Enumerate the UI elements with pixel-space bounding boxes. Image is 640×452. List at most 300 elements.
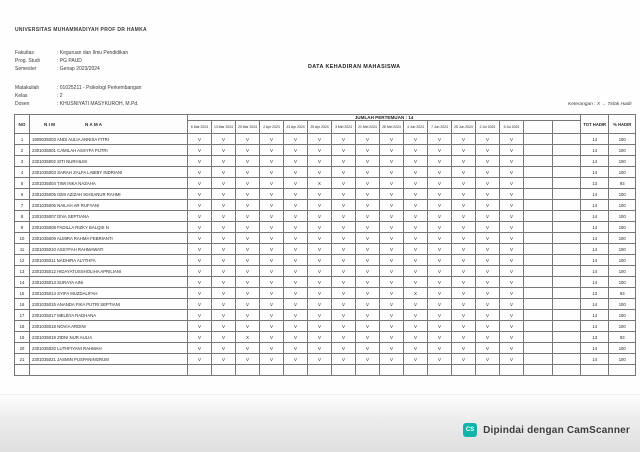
attendance-mark-5: V: [284, 200, 308, 211]
spare-cell: [524, 222, 553, 233]
attendance-mark-9: V: [380, 200, 404, 211]
row-number: 16: [15, 299, 30, 310]
row-number: 18: [15, 321, 30, 332]
attendance-mark-11: V: [428, 354, 452, 365]
date-col-5: 23 Apr 2024: [284, 121, 308, 134]
col-header-meetings: JUMLAH PERTEMUAN : 14: [188, 115, 581, 121]
date-col-8: 21 Mei 2024: [356, 121, 380, 134]
attendance-mark-3: V: [236, 167, 260, 178]
attendance-mark-7: V: [332, 156, 356, 167]
attendance-mark-8: V: [356, 277, 380, 288]
row-number: 8: [15, 211, 30, 222]
spare-cell: [524, 354, 553, 365]
attendance-mark-6: V: [308, 233, 332, 244]
spare-cell: [553, 156, 581, 167]
empty-cell: [15, 365, 30, 376]
attendance-mark-5: V: [284, 233, 308, 244]
total-present: 14: [581, 343, 609, 354]
attendance-mark-12: V: [452, 211, 476, 222]
attendance-mark-11: V: [428, 167, 452, 178]
attendance-mark-8: V: [356, 167, 380, 178]
empty-cell: [581, 365, 609, 376]
class-row: [15, 92, 141, 100]
attendance-mark-14: V: [500, 299, 524, 310]
percent-present: 100: [609, 222, 636, 233]
attendance-mark-2: V: [212, 178, 236, 189]
attendance-mark-2: V: [212, 321, 236, 332]
attendance-mark-12: V: [452, 189, 476, 200]
attendance-mark-10: V: [404, 134, 428, 145]
attendance-mark-13: V: [476, 222, 500, 233]
attendance-mark-3: X: [236, 332, 260, 343]
semester-row: [15, 65, 128, 73]
attendance-mark-13: V: [476, 299, 500, 310]
attendance-mark-10: V: [404, 255, 428, 266]
attendance-mark-7: V: [332, 167, 356, 178]
attendance-mark-5: V: [284, 255, 308, 266]
empty-cell: [428, 365, 452, 376]
empty-cell: [500, 365, 524, 376]
spare-cell: [524, 266, 553, 277]
attendance-mark-4: V: [260, 354, 284, 365]
attendance-mark-6: V: [308, 189, 332, 200]
attendance-mark-12: V: [452, 277, 476, 288]
attendance-mark-12: V: [452, 343, 476, 354]
class-value: : 2: [57, 93, 63, 99]
total-present: 14: [581, 200, 609, 211]
attendance-mark-14: V: [500, 266, 524, 277]
attendance-mark-7: V: [332, 343, 356, 354]
attendance-mark-8: V: [356, 310, 380, 321]
date-col-9: 28 Mei 2024: [380, 121, 404, 134]
attendance-mark-6: V: [308, 310, 332, 321]
attendance-mark-5: V: [284, 145, 308, 156]
student-nim-name: 2301035012 HIDAYATUSSHOLIHA APRILIANI: [30, 266, 188, 277]
col-header-no: NO: [15, 115, 30, 134]
attendance-mark-5: V: [284, 211, 308, 222]
attendance-mark-1: V: [188, 222, 212, 233]
attendance-mark-4: V: [260, 299, 284, 310]
attendance-mark-7: V: [332, 211, 356, 222]
attendance-mark-5: V: [284, 343, 308, 354]
attendance-mark-13: V: [476, 277, 500, 288]
attendance-mark-14: V: [500, 134, 524, 145]
student-row-4: [15, 167, 636, 178]
attendance-mark-9: V: [380, 145, 404, 156]
attendance-mark-12: V: [452, 255, 476, 266]
attendance-mark-11: V: [428, 266, 452, 277]
attendance-mark-7: V: [332, 277, 356, 288]
spare-cell: [524, 332, 553, 343]
attendance-mark-1: V: [188, 233, 212, 244]
attendance-mark-8: V: [356, 145, 380, 156]
student-row-18: [15, 321, 636, 332]
attendance-mark-13: V: [476, 354, 500, 365]
attendance-mark-4: V: [260, 244, 284, 255]
attendance-mark-11: V: [428, 211, 452, 222]
student-row-3: [15, 156, 636, 167]
attendance-mark-3: V: [236, 200, 260, 211]
col-header-total: TOT HADIR: [581, 115, 609, 134]
spare-cell: [524, 288, 553, 299]
total-present: 14: [581, 244, 609, 255]
percent-present: 100: [609, 266, 636, 277]
attendance-mark-12: V: [452, 288, 476, 299]
attendance-mark-9: V: [380, 288, 404, 299]
student-row-12: [15, 255, 636, 266]
attendance-mark-14: V: [500, 156, 524, 167]
attendance-mark-8: V: [356, 266, 380, 277]
attendance-mark-5: V: [284, 244, 308, 255]
empty-cell: [308, 365, 332, 376]
empty-cell: [284, 365, 308, 376]
attendance-mark-6: V: [308, 354, 332, 365]
attendance-mark-10: V: [404, 233, 428, 244]
attendance-mark-7: V: [332, 189, 356, 200]
percent-present: 100: [609, 299, 636, 310]
attendance-mark-3: V: [236, 211, 260, 222]
attendance-mark-10: V: [404, 178, 428, 189]
attendance-mark-2: V: [212, 189, 236, 200]
attendance-mark-4: V: [260, 321, 284, 332]
attendance-mark-4: V: [260, 189, 284, 200]
attendance-mark-11: V: [428, 189, 452, 200]
attendance-mark-6: V: [308, 343, 332, 354]
attendance-mark-1: V: [188, 332, 212, 343]
attendance-mark-6: V: [308, 200, 332, 211]
student-row-5: [15, 178, 636, 189]
attendance-mark-10: V: [404, 222, 428, 233]
attendance-mark-10: V: [404, 156, 428, 167]
faculty-info-block: [15, 49, 128, 73]
attendance-mark-3: V: [236, 288, 260, 299]
attendance-mark-8: V: [356, 299, 380, 310]
attendance-mark-11: V: [428, 255, 452, 266]
spare-cell: [553, 233, 581, 244]
attendance-mark-8: V: [356, 332, 380, 343]
col-header-nama: N A M A: [84, 121, 103, 127]
attendance-mark-13: V: [476, 134, 500, 145]
legend-note: Keterangan : X → Tidak Hadir: [568, 102, 632, 107]
row-number: 5: [15, 178, 30, 189]
percent-present: 100: [609, 200, 636, 211]
student-row-11: [15, 244, 636, 255]
attendance-mark-14: V: [500, 288, 524, 299]
attendance-mark-9: V: [380, 266, 404, 277]
attendance-mark-13: V: [476, 310, 500, 321]
row-number: 12: [15, 255, 30, 266]
percent-present: 100: [609, 343, 636, 354]
attendance-mark-5: V: [284, 134, 308, 145]
attendance-mark-10: V: [404, 167, 428, 178]
attendance-mark-7: V: [332, 222, 356, 233]
total-present: 14: [581, 134, 609, 145]
attendance-mark-7: V: [332, 178, 356, 189]
total-present: 14: [581, 145, 609, 156]
attendance-mark-1: V: [188, 189, 212, 200]
attendance-mark-14: V: [500, 343, 524, 354]
empty-cell: [236, 365, 260, 376]
attendance-mark-14: V: [500, 321, 524, 332]
spare-cell: [553, 332, 581, 343]
attendance-mark-13: V: [476, 178, 500, 189]
attendance-mark-9: V: [380, 310, 404, 321]
attendance-mark-1: V: [188, 211, 212, 222]
empty-cell: [553, 365, 581, 376]
attendance-mark-3: V: [236, 145, 260, 156]
spare-cell: [553, 266, 581, 277]
attendance-mark-11: V: [428, 332, 452, 343]
attendance-mark-4: V: [260, 277, 284, 288]
attendance-mark-13: V: [476, 189, 500, 200]
percent-present: 100: [609, 233, 636, 244]
percent-present: 93: [609, 288, 636, 299]
row-number: 19: [15, 332, 30, 343]
attendance-mark-2: V: [212, 332, 236, 343]
percent-present: 100: [609, 189, 636, 200]
row-number: 14: [15, 277, 30, 288]
faculty-row: [15, 49, 128, 57]
spare-cell: [553, 211, 581, 222]
attendance-mark-11: V: [428, 321, 452, 332]
row-number: 15: [15, 288, 30, 299]
attendance-mark-1: V: [188, 244, 212, 255]
attendance-mark-12: V: [452, 321, 476, 332]
student-row-21: [15, 354, 636, 365]
attendance-mark-10: V: [404, 310, 428, 321]
attendance-mark-11: V: [428, 299, 452, 310]
total-present: 14: [581, 222, 609, 233]
attendance-mark-9: V: [380, 222, 404, 233]
student-row-1: [15, 134, 636, 145]
attendance-mark-2: V: [212, 288, 236, 299]
attendance-mark-11: V: [428, 244, 452, 255]
col-header-percent: % HADIR: [609, 115, 636, 134]
student-nim-name: 2301035014 SYIFA MUZDALIFAH: [30, 288, 188, 299]
attendance-mark-12: V: [452, 299, 476, 310]
attendance-mark-6: V: [308, 145, 332, 156]
attendance-mark-8: V: [356, 200, 380, 211]
attendance-mark-14: V: [500, 244, 524, 255]
date-col-1: 6 Mar 2024: [188, 121, 212, 134]
spare-col-header: [553, 121, 581, 134]
course-info-block: [15, 84, 141, 108]
attendance-mark-12: V: [452, 167, 476, 178]
attendance-mark-2: V: [212, 167, 236, 178]
attendance-mark-6: V: [308, 167, 332, 178]
attendance-mark-14: V: [500, 310, 524, 321]
attendance-mark-14: V: [500, 200, 524, 211]
attendance-mark-2: V: [212, 255, 236, 266]
student-row-14: [15, 277, 636, 288]
total-present: 13: [581, 178, 609, 189]
spare-col-header: [524, 121, 553, 134]
attendance-mark-1: V: [188, 299, 212, 310]
attendance-mark-2: V: [212, 211, 236, 222]
empty-cell: [452, 365, 476, 376]
attendance-mark-9: V: [380, 134, 404, 145]
attendance-mark-4: V: [260, 211, 284, 222]
attendance-mark-3: V: [236, 299, 260, 310]
attendance-mark-2: V: [212, 156, 236, 167]
attendance-mark-11: V: [428, 277, 452, 288]
date-col-7: 3 Mei 2024: [332, 121, 356, 134]
spare-cell: [524, 167, 553, 178]
attendance-mark-11: V: [428, 310, 452, 321]
attendance-mark-4: V: [260, 310, 284, 321]
spare-cell: [524, 233, 553, 244]
attendance-mark-13: V: [476, 255, 500, 266]
spare-cell: [524, 134, 553, 145]
row-number: 2: [15, 145, 30, 156]
attendance-mark-1: V: [188, 156, 212, 167]
attendance-mark-2: V: [212, 244, 236, 255]
attendance-mark-8: V: [356, 211, 380, 222]
faculty-value: : Keguruan dan Ilmu Pendidikan: [57, 50, 129, 56]
attendance-mark-11: V: [428, 233, 452, 244]
attendance-mark-13: V: [476, 200, 500, 211]
row-number: 17: [15, 310, 30, 321]
percent-present: 100: [609, 145, 636, 156]
empty-cell: [404, 365, 428, 376]
course-row: [15, 84, 141, 92]
university-name: UNIVERSITAS MUHAMMADIYAH PROF DR HAMKA: [15, 27, 147, 33]
attendance-mark-7: V: [332, 288, 356, 299]
attendance-mark-3: V: [236, 178, 260, 189]
attendance-mark-14: V: [500, 145, 524, 156]
attendance-mark-7: V: [332, 255, 356, 266]
spare-cell: [553, 145, 581, 156]
attendance-mark-8: V: [356, 288, 380, 299]
empty-cell: [332, 365, 356, 376]
attendance-mark-12: V: [452, 222, 476, 233]
spare-cell: [524, 211, 553, 222]
attendance-mark-1: V: [188, 310, 212, 321]
course-value: : 01025211 - Psikologi Perkembangan: [57, 85, 142, 91]
attendance-mark-9: V: [380, 299, 404, 310]
empty-cell: [212, 365, 236, 376]
student-nim-name: 2301035008 FADILLA RIZKY BALQIS N: [30, 222, 188, 233]
spare-cell: [553, 354, 581, 365]
attendance-mark-1: V: [188, 134, 212, 145]
attendance-mark-11: V: [428, 200, 452, 211]
attendance-mark-1: V: [188, 145, 212, 156]
row-number: 21: [15, 354, 30, 365]
student-row-8: [15, 211, 636, 222]
percent-present: 100: [609, 255, 636, 266]
total-present: 14: [581, 156, 609, 167]
attendance-mark-2: V: [212, 222, 236, 233]
attendance-mark-3: V: [236, 233, 260, 244]
attendance-mark-5: V: [284, 321, 308, 332]
attendance-mark-4: V: [260, 134, 284, 145]
col-header-nim-nama: [30, 115, 188, 134]
attendance-mark-10: V: [404, 145, 428, 156]
attendance-mark-11: V: [428, 156, 452, 167]
date-col-12: 25 Jun 2024: [452, 121, 476, 134]
attendance-mark-5: V: [284, 266, 308, 277]
attendance-mark-2: V: [212, 354, 236, 365]
attendance-mark-4: V: [260, 233, 284, 244]
attendance-mark-10: V: [404, 321, 428, 332]
spare-cell: [524, 255, 553, 266]
spare-cell: [553, 277, 581, 288]
attendance-mark-6: V: [308, 244, 332, 255]
attendance-mark-5: V: [284, 310, 308, 321]
spare-cell: [524, 156, 553, 167]
student-nim-name: 2301035003 SARAH ZALFA LABIBY INDRIANI: [30, 167, 188, 178]
attendance-mark-3: V: [236, 244, 260, 255]
percent-present: 100: [609, 354, 636, 365]
faculty-label: Fakultas: [15, 50, 34, 56]
attendance-mark-3: V: [236, 189, 260, 200]
attendance-mark-4: V: [260, 343, 284, 354]
attendance-mark-5: V: [284, 354, 308, 365]
percent-present: 100: [609, 310, 636, 321]
attendance-mark-3: V: [236, 266, 260, 277]
attendance-mark-6: V: [308, 266, 332, 277]
attendance-mark-9: V: [380, 167, 404, 178]
student-nim-name: 2301035010 ASSYFAH RAHMAWATI: [30, 244, 188, 255]
attendance-mark-5: V: [284, 222, 308, 233]
attendance-mark-2: V: [212, 200, 236, 211]
prodi-row: [15, 57, 128, 65]
attendance-mark-9: V: [380, 178, 404, 189]
total-present: 14: [581, 277, 609, 288]
attendance-mark-13: V: [476, 145, 500, 156]
attendance-mark-4: V: [260, 332, 284, 343]
empty-cell: [609, 365, 636, 376]
percent-present: 100: [609, 167, 636, 178]
attendance-mark-1: V: [188, 343, 212, 354]
percent-present: 93: [609, 178, 636, 189]
lecturer-value: : KHUSNIYATI MASYKUROH, M.Pd.: [57, 101, 139, 107]
attendance-mark-7: V: [332, 134, 356, 145]
student-nim-name: 2301035013 SURAYA AINI: [30, 277, 188, 288]
attendance-mark-8: V: [356, 156, 380, 167]
attendance-mark-3: V: [236, 156, 260, 167]
attendance-mark-13: V: [476, 244, 500, 255]
percent-present: 100: [609, 134, 636, 145]
attendance-mark-9: V: [380, 277, 404, 288]
attendance-mark-14: V: [500, 332, 524, 343]
attendance-mark-12: V: [452, 156, 476, 167]
date-col-3: 20 Mar 2024: [236, 121, 260, 134]
attendance-mark-14: V: [500, 255, 524, 266]
attendance-mark-5: V: [284, 299, 308, 310]
total-present: 14: [581, 310, 609, 321]
attendance-mark-4: V: [260, 145, 284, 156]
date-col-6: 25 Apr 2024: [308, 121, 332, 134]
student-nim-name: 2301035020 LUTHFIYANI RAHMAH: [30, 343, 188, 354]
attendance-mark-14: V: [500, 233, 524, 244]
student-nim-name: 2301035019 ZIDNI NUR AULIA: [30, 332, 188, 343]
attendance-mark-6: V: [308, 134, 332, 145]
total-present: 14: [581, 354, 609, 365]
student-row-10: [15, 233, 636, 244]
student-nim-name: 1909035003 ANDI AULIA ANNISA FITRI: [30, 134, 188, 145]
attendance-mark-6: V: [308, 321, 332, 332]
attendance-mark-7: V: [332, 233, 356, 244]
attendance-mark-7: V: [332, 321, 356, 332]
attendance-mark-8: V: [356, 189, 380, 200]
semester-label: Semester: [15, 66, 37, 72]
attendance-mark-1: V: [188, 354, 212, 365]
attendance-mark-11: V: [428, 288, 452, 299]
attendance-mark-5: V: [284, 167, 308, 178]
attendance-mark-2: V: [212, 134, 236, 145]
attendance-mark-11: V: [428, 134, 452, 145]
